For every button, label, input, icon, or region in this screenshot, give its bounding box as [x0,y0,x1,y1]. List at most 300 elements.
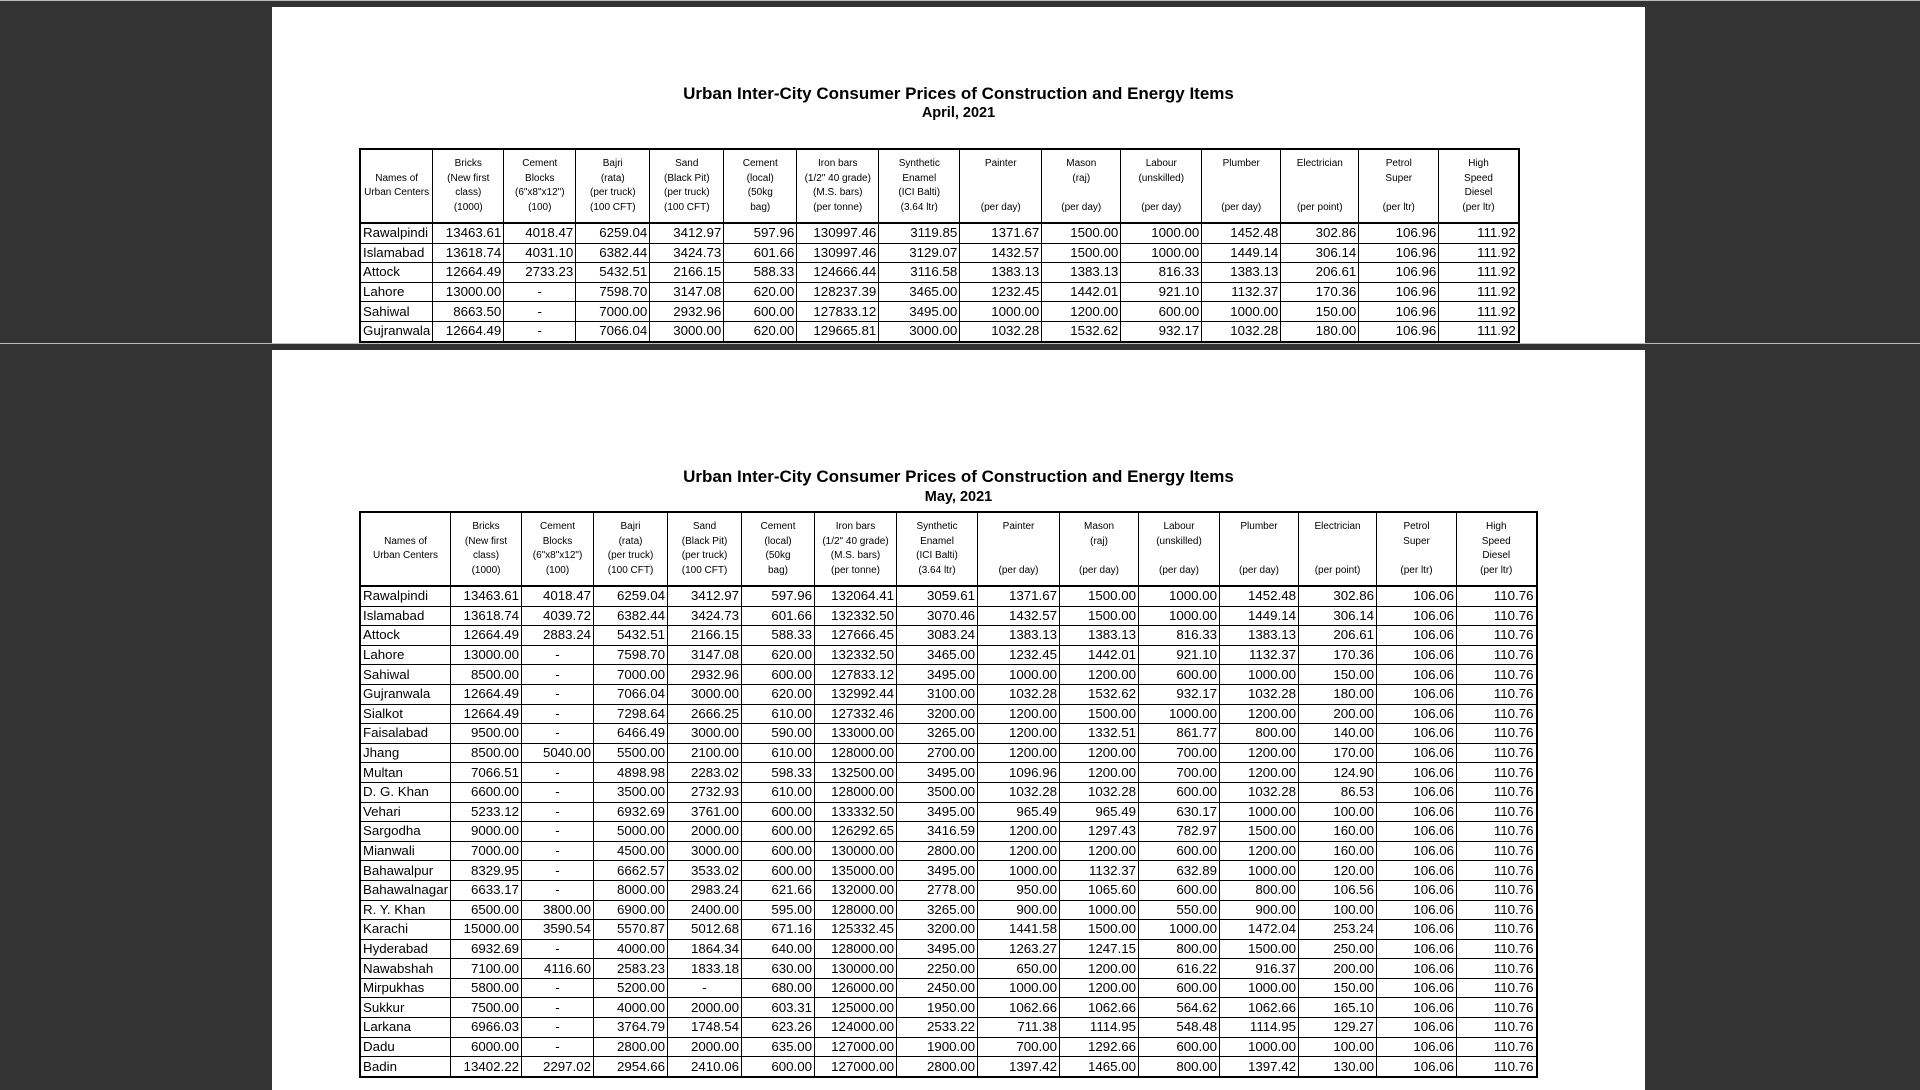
price-cell-blocks: - [522,684,594,704]
price-cell-painter: 650.00 [978,959,1060,979]
price-cell-painter: 950.00 [978,880,1060,900]
table-row [360,321,1519,341]
price-cell-labour: 600.00 [1139,665,1220,685]
price-cell-petrol: 106.06 [1377,959,1457,979]
price-cell-mason: 1200.00 [1042,302,1121,322]
price-table-may [359,511,1538,1078]
price-cell-cement: 590.00 [742,724,815,744]
price-cell-electrician: 106.56 [1299,880,1377,900]
price-cell-painter: 1371.67 [978,586,1060,606]
price-cell-cement: 640.00 [742,939,815,959]
price-cell-diesel: 110.76 [1457,841,1537,861]
price-cell-blocks: - [522,1018,594,1038]
table-row [360,684,1537,704]
column-header-line: Cement [522,158,558,169]
price-cell-iron: 130997.46 [797,223,879,243]
price-cell-petrol: 106.06 [1377,782,1457,802]
city-name-cell: Nawabshah [360,959,451,979]
column-header-line [1139,549,1219,564]
price-cell-diesel: 110.76 [1457,959,1537,979]
price-cell-painter: 1000.00 [978,665,1060,685]
column-header-mason [1060,512,1139,586]
price-cell-mason: 1200.00 [1060,978,1139,998]
table-row [360,724,1537,744]
price-cell-diesel: 110.76 [1457,861,1537,881]
price-cell-bajri: 7598.70 [576,282,650,302]
price-cell-electrician: 200.00 [1299,704,1377,724]
price-cell-bajri: 4000.00 [594,998,668,1018]
city-name-cell: Lahore [360,645,451,665]
price-cell-sand: 3000.00 [668,841,742,861]
price-cell-painter: 1032.28 [960,321,1042,341]
price-cell-plumber: 1449.14 [1202,243,1281,263]
column-header-line: Painter [984,158,1017,169]
price-cell-labour: 1000.00 [1139,704,1220,724]
price-cell-plumber: 1132.37 [1202,282,1281,302]
price-cell-iron: 132064.41 [815,586,897,606]
column-header-iron [797,149,879,223]
price-cell-bajri: 6382.44 [594,606,668,626]
price-cell-enamel: 3059.61 [897,586,978,606]
column-header-line: (100 CFT) [589,201,636,213]
column-header-line: Enamel [902,172,937,184]
price-cell-bricks: 9000.00 [451,822,522,842]
city-name-cell: Mianwali [360,841,451,861]
price-cell-bricks: 6500.00 [451,900,522,920]
price-cell-painter: 1032.28 [978,782,1060,802]
price-cell-diesel: 110.76 [1457,1057,1537,1077]
price-cell-sand: 3533.02 [668,861,742,881]
column-header-line: Cement [540,521,576,532]
price-cell-labour: 800.00 [1139,1057,1220,1077]
column-header-line [960,172,1041,187]
column-header-plumber [1202,149,1281,223]
price-cell-iron: 133332.50 [815,802,897,822]
price-cell-petrol: 106.06 [1377,998,1457,1018]
price-cell-enamel: 3495.00 [897,861,978,881]
column-header-line [1121,186,1201,201]
price-cell-blocks: 4018.47 [522,586,594,606]
price-cell-cement: 588.33 [724,263,797,283]
price-cell-enamel: 3465.00 [897,645,978,665]
price-cell-electrician: 180.00 [1281,321,1359,341]
price-cell-blocks: 2733.23 [504,263,576,283]
price-cell-blocks: 4018.47 [504,223,576,243]
column-header-line: (New first [447,172,490,184]
price-cell-mason: 1383.13 [1042,263,1121,283]
price-cell-electrician: 165.10 [1299,998,1377,1018]
price-cell-iron: 128000.00 [815,900,897,920]
column-header-line: (50kg [747,187,773,198]
column-header-line: High [1468,158,1489,169]
table-row [360,282,1519,302]
price-cell-cement: 598.33 [742,763,815,783]
column-header-electrician [1299,512,1377,586]
price-cell-labour: 921.10 [1121,282,1202,302]
price-cell-blocks: 5040.00 [522,743,594,763]
price-cell-cement: 600.00 [742,1057,815,1077]
column-header-city [360,512,451,586]
price-table-april [359,148,1520,343]
price-cell-mason: 1442.01 [1042,282,1121,302]
price-cell-bricks: 9500.00 [451,724,522,744]
column-header-bajri [594,512,668,586]
price-cell-electrician: 206.61 [1281,263,1359,283]
price-cell-plumber: 1000.00 [1220,861,1299,881]
price-cell-painter: 700.00 [978,1037,1060,1057]
column-header-line: (per day) [1061,201,1102,213]
price-cell-bricks: 12664.49 [451,704,522,724]
price-cell-mason: 1200.00 [1060,959,1139,979]
price-cell-painter: 965.49 [978,802,1060,822]
price-cell-painter: 1200.00 [978,704,1060,724]
column-header-line [1042,186,1120,201]
price-cell-bajri: 7000.00 [576,302,650,322]
price-cell-diesel: 110.76 [1457,724,1537,744]
column-header-petrol [1377,512,1457,586]
column-header-line: (raj) [1090,535,1108,547]
price-cell-cement: 623.26 [742,1018,815,1038]
price-cell-cement: 595.00 [742,900,815,920]
price-cell-labour: 564.62 [1139,998,1220,1018]
price-cell-iron: 132332.50 [815,645,897,665]
price-cell-electrician: 306.14 [1281,243,1359,263]
price-cell-enamel: 1950.00 [897,998,978,1018]
price-cell-bajri: 7066.04 [576,321,650,341]
price-cell-painter: 1397.42 [978,1057,1060,1077]
price-cell-bajri: 4000.00 [594,939,668,959]
city-name-cell: Bahawalnagar [360,880,451,900]
city-name-cell: Badin [360,1057,451,1077]
price-cell-bricks: 7066.51 [451,763,522,783]
table-row [360,223,1519,243]
price-cell-labour: 1000.00 [1139,606,1220,626]
price-cell-diesel: 110.76 [1457,880,1537,900]
price-cell-iron: 127833.12 [815,665,897,685]
price-cell-petrol: 106.06 [1377,900,1457,920]
column-header-enamel [897,512,978,586]
column-header-line: (per truck) [663,187,710,198]
price-cell-bricks: 13618.74 [433,243,504,263]
column-header-line: Blocks [542,535,573,547]
column-header-line: Super [1385,172,1413,184]
column-header-line [1299,549,1376,564]
price-cell-plumber: 1132.37 [1220,645,1299,665]
price-cell-electrician: 130.00 [1299,1057,1377,1077]
price-cell-labour: 548.48 [1139,1018,1220,1038]
column-header-line: (M.S. bars) [830,550,881,561]
price-cell-cement: 671.16 [742,920,815,940]
price-cell-sand: 2983.24 [668,880,742,900]
price-cell-cement: 601.66 [742,606,815,626]
price-cell-painter: 1200.00 [978,841,1060,861]
price-cell-mason: 1297.43 [1060,822,1139,842]
table-row [360,243,1519,263]
column-header-line: (100 CFT) [607,564,654,576]
price-cell-electrician: 100.00 [1299,802,1377,822]
price-cell-sand: 3000.00 [668,684,742,704]
price-cell-painter: 1200.00 [978,743,1060,763]
price-cell-sand: 5012.68 [668,920,742,940]
price-cell-sand: 3424.73 [650,243,724,263]
price-cell-painter: 1096.96 [978,763,1060,783]
column-header-line: (per day) [998,564,1039,576]
price-cell-cement: 603.31 [742,998,815,1018]
column-header-line: class) [455,187,482,198]
city-name-cell: Gujranwala [360,321,433,341]
price-cell-sand: 1748.54 [668,1018,742,1038]
column-header-line: Sand [692,521,717,532]
price-cell-petrol: 106.06 [1377,861,1457,881]
price-cell-sand: 3147.08 [668,645,742,665]
price-cell-petrol: 106.96 [1359,302,1439,322]
column-header-line: Electrician [1314,521,1361,532]
price-cell-plumber: 1200.00 [1220,704,1299,724]
table-row [360,1057,1537,1077]
price-cell-electrician: 150.00 [1299,665,1377,685]
price-cell-iron: 132332.50 [815,606,897,626]
price-cell-bricks: 12664.49 [451,684,522,704]
price-cell-plumber: 1114.95 [1220,1018,1299,1038]
column-header-line: (3.64 ltr) [900,201,938,213]
price-cell-labour: 630.17 [1139,802,1220,822]
price-cell-bricks: 12664.49 [433,321,504,341]
price-cell-plumber: 800.00 [1220,880,1299,900]
table-row [360,998,1537,1018]
price-cell-sand: 3761.00 [668,802,742,822]
column-header-line: Urban Centers [364,187,430,198]
price-cell-petrol: 106.96 [1359,263,1439,283]
price-cell-blocks: - [522,978,594,998]
header-row [360,149,1519,223]
price-cell-enamel: 3495.00 [897,763,978,783]
price-cell-diesel: 110.76 [1457,802,1537,822]
price-cell-mason: 1500.00 [1042,243,1121,263]
price-cell-blocks: 2297.02 [522,1057,594,1077]
price-cell-blocks: - [522,880,594,900]
price-cell-electrician: 180.00 [1299,684,1377,704]
column-header-line: (3.64 ltr) [918,564,956,576]
price-cell-enamel: 1900.00 [897,1037,978,1057]
column-header-diesel [1439,149,1519,223]
price-cell-enamel: 2250.00 [897,959,978,979]
city-name-cell: Attock [360,626,451,646]
price-cell-blocks: - [522,782,594,802]
column-header-line: Bricks [454,158,482,169]
price-cell-cement: 620.00 [742,645,815,665]
price-cell-mason: 1247.15 [1060,939,1139,959]
column-header-line: Bajri [620,521,641,532]
city-name-cell: Rawalpindi [360,223,433,243]
price-cell-cement: 635.00 [742,1037,815,1057]
price-cell-bricks: 6633.17 [451,880,522,900]
price-cell-cement: 600.00 [724,302,797,322]
price-cell-diesel: 110.76 [1457,1037,1537,1057]
table-row [360,822,1537,842]
price-cell-plumber: 1500.00 [1220,939,1299,959]
price-cell-petrol: 106.96 [1359,282,1439,302]
column-header-line: (6"x8"x12") [514,187,565,198]
price-cell-diesel: 110.76 [1457,822,1537,842]
column-header-line: bag) [750,201,771,213]
report-title: Urban Inter-City Consumer Prices of Construction and Energy Items [683,84,1234,103]
price-cell-blocks: - [522,841,594,861]
price-cell-bricks: 12664.49 [451,626,522,646]
price-cell-bajri: 6662.57 [594,861,668,881]
price-cell-plumber: 1000.00 [1202,302,1281,322]
price-cell-blocks: - [522,645,594,665]
column-header-line: class) [472,550,500,561]
column-header-line: (M.S. bars) [813,187,863,198]
price-cell-cement: 610.00 [742,704,815,724]
table-row [360,880,1537,900]
price-cell-enamel: 3500.00 [897,782,978,802]
column-header-line: (rata) [618,535,643,547]
column-header-line: (100) [528,201,552,213]
column-header-line: (per point) [1296,201,1343,213]
price-cell-enamel: 2450.00 [897,978,978,998]
price-cell-bricks: 13618.74 [451,606,522,626]
column-header-line: (per truck) [681,550,728,561]
column-header-line: (per truck) [607,550,654,561]
price-cell-sand: 2932.96 [668,665,742,685]
column-header-line: (per tonne) [813,201,863,213]
price-cell-plumber: 1383.13 [1202,263,1281,283]
price-cell-bricks: 13463.61 [433,223,504,243]
price-cell-painter: 1062.66 [978,998,1060,1018]
price-cell-enamel: 2800.00 [897,841,978,861]
column-header-line: (per day) [1159,564,1200,576]
price-cell-diesel: 110.76 [1457,920,1537,940]
price-cell-enamel: 3495.00 [897,802,978,822]
price-cell-labour: 861.77 [1139,724,1220,744]
price-cell-diesel: 111.92 [1439,321,1519,341]
price-cell-mason: 1000.00 [1060,900,1139,920]
table-row [360,861,1537,881]
price-cell-cement: 620.00 [724,321,797,341]
price-cell-diesel: 111.92 [1439,243,1519,263]
price-cell-electrician: 150.00 [1299,978,1377,998]
table-row [360,978,1537,998]
price-cell-diesel: 111.92 [1439,282,1519,302]
column-header-line: (ICI Balti) [898,187,941,198]
price-cell-painter: 1432.57 [960,243,1042,263]
price-cell-electrician: 306.14 [1299,606,1377,626]
price-cell-plumber: 1200.00 [1220,743,1299,763]
column-header-line [978,549,1059,564]
column-header-line: (local) [746,172,774,184]
price-cell-mason: 1500.00 [1060,606,1139,626]
table-row [360,1037,1537,1057]
column-header-mason [1042,149,1121,223]
price-cell-bajri: 2800.00 [594,1037,668,1057]
price-cell-labour: 700.00 [1139,763,1220,783]
price-cell-mason: 1065.60 [1060,880,1139,900]
price-cell-painter: 1232.45 [960,282,1042,302]
price-cell-iron: 130000.00 [815,841,897,861]
price-cell-electrician: 170.36 [1299,645,1377,665]
price-cell-iron: 128000.00 [815,743,897,763]
price-cell-bricks: 13463.61 [451,586,522,606]
city-name-cell: Mirpukhas [360,978,451,998]
price-cell-petrol: 106.06 [1377,743,1457,763]
column-header-diesel [1457,512,1537,586]
price-cell-bajri: 7598.70 [594,645,668,665]
price-cell-blocks: - [522,763,594,783]
column-header-iron [815,512,897,586]
price-cell-bajri: 5570.87 [594,920,668,940]
price-cell-sand: 3000.00 [668,724,742,744]
price-cell-petrol: 106.06 [1377,645,1457,665]
column-header-labour [1139,512,1220,586]
price-cell-electrician: 124.90 [1299,763,1377,783]
price-cell-mason: 1442.01 [1060,645,1139,665]
column-header-line [1202,186,1280,201]
column-header-line: (per day) [1141,201,1182,213]
column-header-line: Diesel [1464,187,1493,198]
price-cell-mason: 1532.62 [1042,321,1121,341]
city-name-cell: Sialkot [360,704,451,724]
city-name-cell: Gujranwala [360,684,451,704]
column-header-line: (per day) [980,201,1021,213]
price-cell-bricks: 7100.00 [451,959,522,979]
column-header-sand [668,512,742,586]
price-cell-cement: 610.00 [742,743,815,763]
column-header-enamel [879,149,960,223]
price-cell-blocks: - [522,1037,594,1057]
table-row [360,626,1537,646]
price-cell-plumber: 1383.13 [1220,626,1299,646]
column-header-line [1281,186,1358,201]
price-cell-bricks: 6966.03 [451,1018,522,1038]
price-cell-labour: 932.17 [1121,321,1202,341]
price-cell-plumber: 1500.00 [1220,822,1299,842]
price-cell-blocks: - [504,321,576,341]
price-cell-sand: 2000.00 [668,998,742,1018]
table-row [360,841,1537,861]
price-cell-mason: 1500.00 [1060,704,1139,724]
city-name-cell: Sargodha [360,822,451,842]
price-cell-iron: 129665.81 [797,321,879,341]
document-page-1 [272,7,1645,343]
column-header-line: (ICI Balti) [916,550,958,561]
table-row [360,606,1537,626]
price-cell-blocks: - [522,939,594,959]
price-cell-mason: 1200.00 [1060,665,1139,685]
price-cell-iron: 128237.39 [797,282,879,302]
price-cell-plumber: 1062.66 [1220,998,1299,1018]
price-cell-electrician: 250.00 [1299,939,1377,959]
city-name-cell: Lahore [360,282,433,302]
column-header-line: Urban Centers [372,550,439,561]
price-cell-blocks: - [504,302,576,322]
price-cell-diesel: 110.76 [1457,606,1537,626]
price-cell-labour: 600.00 [1139,1037,1220,1057]
column-header-line: Cement [742,158,778,169]
price-cell-bricks: 5233.12 [451,802,522,822]
price-cell-bajri: 4898.98 [594,763,668,783]
price-cell-bricks: 8329.95 [451,861,522,881]
column-header-labour [1121,149,1202,223]
price-cell-enamel: 3083.24 [897,626,978,646]
price-cell-sand: 2166.15 [668,626,742,646]
price-cell-plumber: 1000.00 [1220,1037,1299,1057]
price-cell-blocks: 3590.54 [522,920,594,940]
price-cell-sand: 2400.00 [668,900,742,920]
column-header-blocks [504,149,576,223]
price-cell-bricks: 8663.50 [433,302,504,322]
price-cell-plumber: 900.00 [1220,900,1299,920]
